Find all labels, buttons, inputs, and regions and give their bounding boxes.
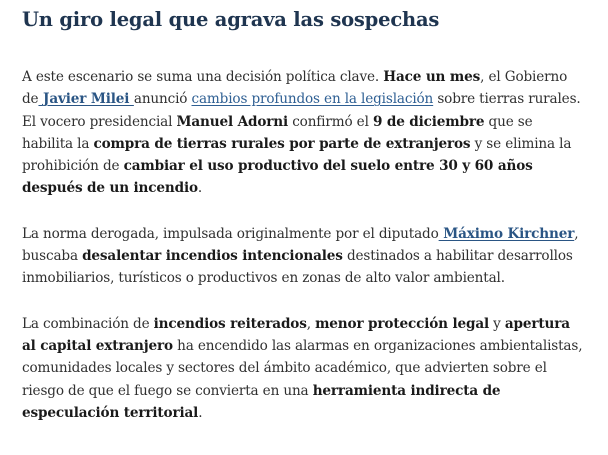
p2-text-2: , buscaba bbox=[22, 225, 579, 265]
p1-bold-date: 9 de diciembre bbox=[372, 113, 485, 130]
link-cambios-legislacion[interactable]: cambios profundos en la legislación bbox=[191, 91, 434, 108]
p1-text-7: y se elimina la prohibición de bbox=[22, 135, 572, 175]
p2-text-1: La norma derogada, impulsada originalmente por el diputado bbox=[22, 225, 439, 242]
p1-text-1: A este escenario se suma una decisión política clave. bbox=[22, 69, 384, 85]
p2-text-3: destinados a habilitar desarrollos inmobiliarios, turísticos o productivos en zonas de alto valor ambiental. bbox=[22, 248, 573, 287]
p1-bold-compra-tierras: compra de tierras rurales por parte de extranjeros bbox=[93, 135, 471, 152]
p3-bold-apertura: apertura al capital extranjero bbox=[22, 315, 570, 354]
paragraph-3 bbox=[22, 313, 586, 424]
p1-bold-hace-un-mes: Hace un mes bbox=[383, 69, 481, 85]
p1-text-4: sobre tierras rurales. El vocero presidencial bbox=[22, 91, 581, 130]
p3-text-4: ha encendido las alarmas en organizaciones ambientalistas, comunidades locales y sectores del ámbito académico, que advierten sobre el riesgo de que el fuego se convierta en una bbox=[22, 337, 583, 399]
p3-text-5: . bbox=[198, 404, 203, 421]
link-maximo-kirchner[interactable]: Máximo Kirchner bbox=[438, 225, 575, 242]
paragraph-2 bbox=[22, 223, 586, 290]
p1-text-3: anunció bbox=[133, 91, 192, 108]
p1-bold-cambiar-uso: cambiar el uso productivo del suelo entre 30 y 60 años después de un incendio bbox=[22, 158, 533, 197]
p2-bold-desalentar: desalentar incendios intencionales bbox=[82, 248, 343, 265]
section-headline: Un giro legal que agrava las sospechas bbox=[22, 8, 440, 31]
p1-text-6: que se habilita la bbox=[22, 113, 533, 152]
p3-text-3: y bbox=[489, 315, 505, 332]
p1-text-8: . bbox=[197, 180, 203, 197]
link-javier-milei[interactable]: Javier Milei bbox=[38, 91, 134, 108]
p1-text-5: confirmó el bbox=[288, 113, 373, 130]
p3-bold-incendios: incendios reiterados bbox=[153, 315, 307, 332]
p3-bold-herramienta: herramienta indirecta de especulación territorial bbox=[22, 382, 501, 421]
p3-bold-proteccion: menor protección legal bbox=[315, 315, 489, 332]
p1-text-2: , el Gobierno de bbox=[22, 69, 568, 108]
p3-text-2: , bbox=[306, 315, 316, 332]
p1-bold-manuel-adorni: Manuel Adorni bbox=[176, 113, 289, 130]
p3-text-1: La combinación de bbox=[22, 315, 154, 332]
paragraph-1 bbox=[22, 66, 586, 200]
